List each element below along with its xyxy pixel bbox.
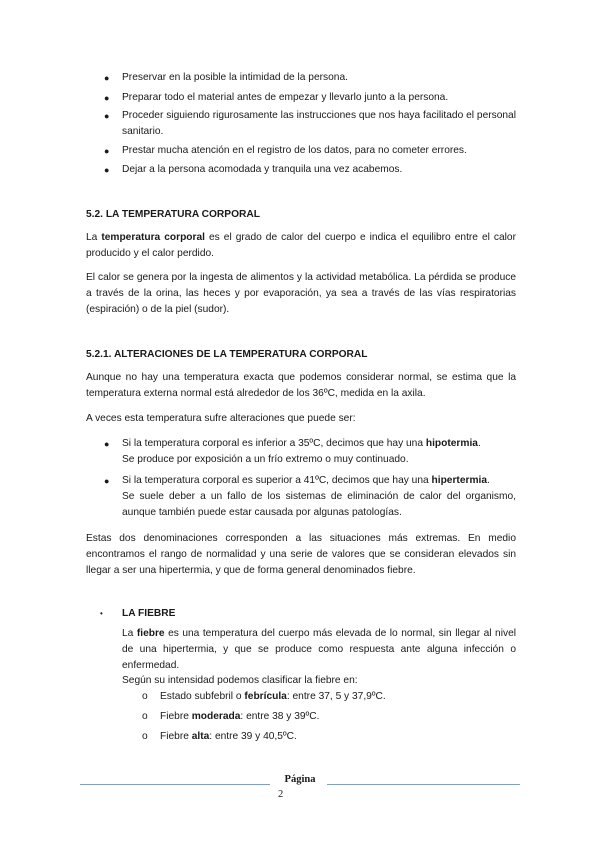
bullet-icon: ●	[104, 111, 110, 121]
paragraph: La fiebre es una temperatura del cuerpo más elevada de lo normal, sin llegar al nivel de una hipertermia, y que se produce como respuesta ante alguna infección o enfermedad.	[122, 628, 516, 671]
bullet-icon: ●	[104, 439, 110, 449]
bullet-icon: ●	[104, 165, 110, 175]
circle-bullet-icon: o	[142, 711, 148, 722]
list-item: ● Si la temperatura corporal es inferior a 35ºC, decimos que hay una hipotermia. Se produce por exposición a un frío extremo o muy continuado.	[104, 438, 481, 465]
paragraph: El calor se genera por la ingesta de alimentos y la actividad metabólica. La pérdida se produce a través de la orina, las heces y por evaporación, ya sea a través de las vías respiratorias (espiración) o de la piel (sudor).	[86, 272, 516, 315]
section-heading: 5.2.1. ALTERACIONES DE LA TEMPERATURA CORPORAL	[86, 349, 368, 360]
bullet-icon: ●	[104, 146, 110, 156]
paragraph: La temperatura corporal es el grado de calor del cuerpo e indica el equilibro entre el calor producido y el calor perdido.	[86, 232, 516, 259]
list-item: ● Proceder siguiendo rigurosamente las instrucciones que nos haya facilitado el personal sanitario.	[104, 110, 516, 137]
list-item: ● Preservar en la posible la intimidad de la persona.	[104, 70, 516, 86]
footer-divider	[327, 784, 520, 785]
list-item: o Fiebre moderada: entre 38 y 39ºC.	[142, 709, 319, 725]
list-item: ● Si la temperatura corporal es superior a 41ºC, decimos que hay una hipertermia. Se suele deber a un fallo de los sistemas de eliminación de calor del organismo, aunque también puede estar causada por algunas patologías.	[104, 475, 516, 518]
list-item: ● Dejar a la persona acomodada y tranquila una vez acabemos.	[104, 162, 516, 178]
section-heading: 5.2. LA TEMPERATURA CORPORAL	[86, 209, 260, 220]
paragraph: Según su intensidad podemos clasificar la fiebre en:	[122, 675, 358, 686]
list-item: o Fiebre alta: entre 39 y 40,5ºC.	[142, 729, 297, 745]
list-item: o Estado subfebril o febrícula: entre 37, 5 y 37,9ºC.	[142, 689, 386, 705]
bullet-icon: ●	[104, 73, 110, 83]
circle-bullet-icon: o	[142, 731, 148, 742]
circle-bullet-icon: o	[142, 691, 148, 702]
bullet-icon: •	[100, 609, 103, 618]
list-item: • LA FIEBRE	[100, 606, 512, 622]
page-number: 2	[278, 789, 284, 800]
paragraph: A veces esta temperatura sufre alteraciones que puede ser:	[86, 413, 356, 424]
footer-page-label: Página	[284, 774, 316, 785]
list-item: ● Prestar mucha atención en el registro de los datos, para no cometer errores.	[104, 143, 516, 159]
footer-divider	[80, 784, 270, 785]
paragraph: Estas dos denominaciones corresponden a las situaciones más extremas. En medio encontramos el rango de normalidad y una serie de valores que se consideran elevados sin llegar a ser una hipertermia, y que de forma general denominados fiebre.	[86, 533, 516, 576]
list-item: ● Preparar todo el material antes de empezar y llevarlo junto a la persona.	[104, 90, 516, 106]
bullet-icon: ●	[104, 93, 110, 103]
bullet-icon: ●	[104, 476, 110, 486]
paragraph: Aunque no hay una temperatura exacta que podemos considerar normal, se estima que la temperatura externa normal está alrededor de los 36ºC, medida en la axila.	[86, 372, 516, 399]
